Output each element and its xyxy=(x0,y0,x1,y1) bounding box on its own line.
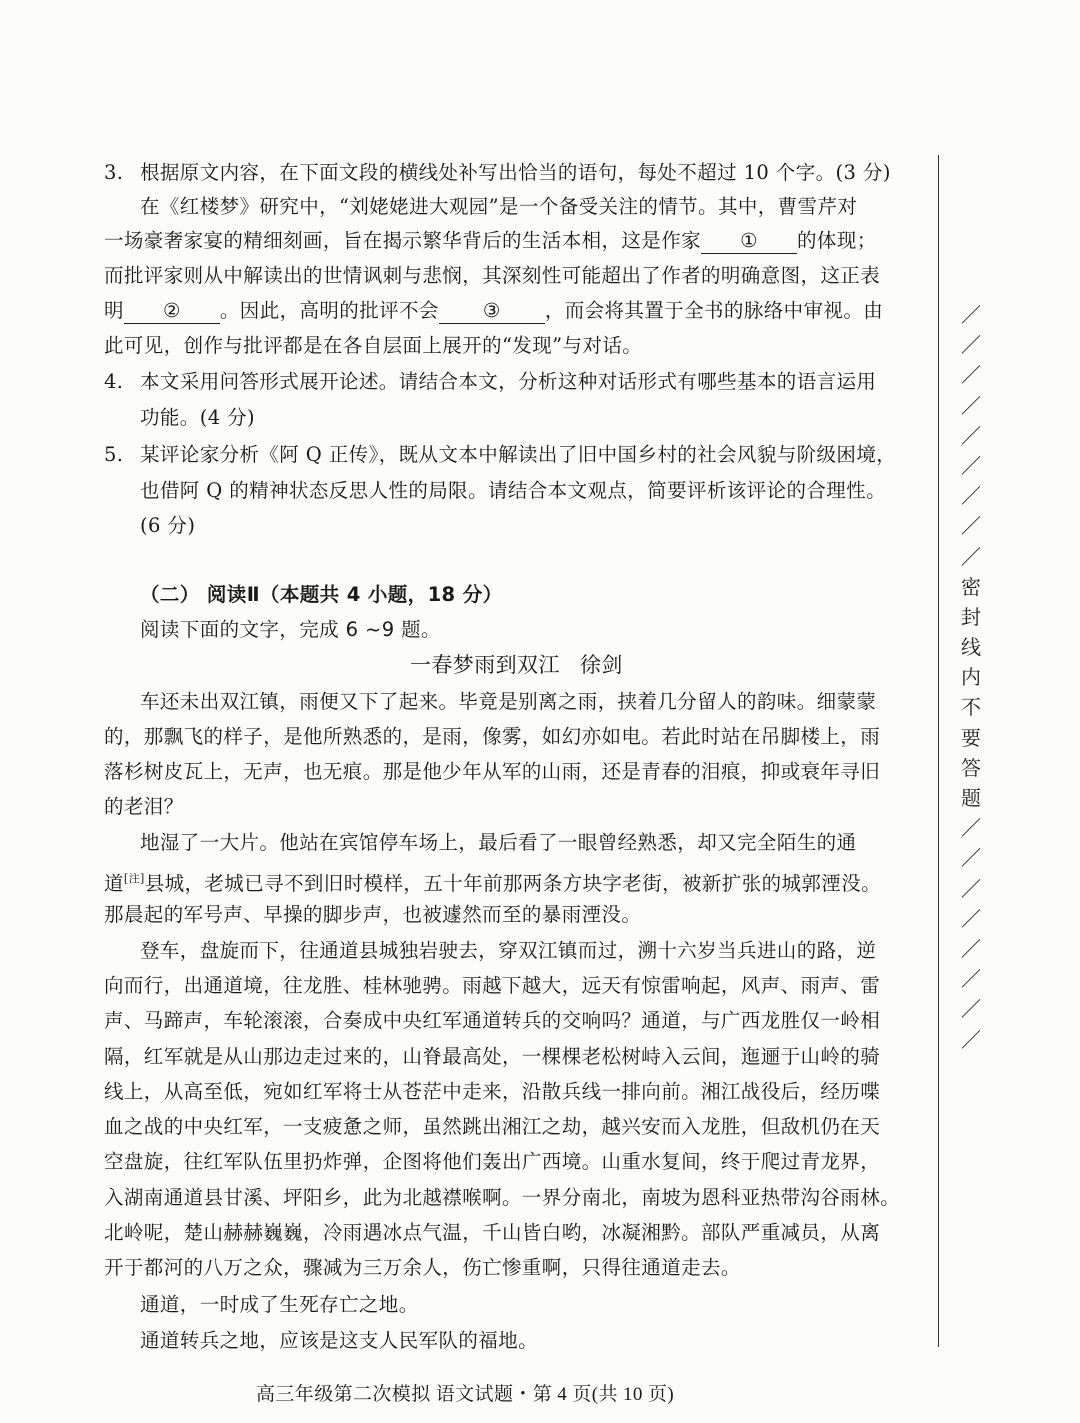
seal-char: ／ xyxy=(961,363,981,388)
seal-char: 不 xyxy=(961,695,981,720)
seal-char: 要 xyxy=(961,725,981,750)
q5-number: 5. xyxy=(104,443,124,466)
p3-line: 空盘旋，往红军队伍里扔炸弹，企图将他们轰出广西境。山重水复间，终于爬过青龙界， xyxy=(104,1150,881,1173)
page-footer: 高三年级第二次模拟 语文试题・第 4 页(共 10 页) xyxy=(256,1384,675,1405)
p3-line: 入湖南通道县甘溪、坪阳乡，此为北越襟喉啊。一界分南北，南坡为恩科亚热带沟谷雨林。 xyxy=(104,1186,901,1209)
p1-line: 的，那飘飞的样子，是他所熟悉的，是雨，像雾，如幻亦如电。若此时站在吊脚楼上，雨 xyxy=(104,725,881,748)
seal-char: ／ xyxy=(961,333,981,358)
q3-stem: 根据原文内容，在下面文段的横线处补写出恰当的语句，每处不超过 10 个字。(3 分) xyxy=(140,161,891,184)
blank-2: ② xyxy=(124,299,220,324)
q5-line-3: (6 分) xyxy=(140,514,196,537)
p2-line: 道[注]县城，老城已寻不到旧时模样，五十年前那两条方块字老街，被新扩张的城郭湮没。 xyxy=(104,872,882,895)
p1-line: 落杉树皮瓦上，无声，也无痕。那是他少年从军的山雨，还是青春的泪痕，抑或衰年寻旧 xyxy=(104,760,881,783)
seal-char: ／ xyxy=(961,846,981,871)
p3-line: 血之战的中央红军，一支疲惫之师，虽然跳出湘江之劫，越兴安而入龙胜，但敌机仍在天 xyxy=(104,1115,881,1138)
p1-line: 车还未出双江镇，雨便又下了起来。毕竟是别离之雨，挟着几分留人的韵味。细蒙蒙 xyxy=(140,690,877,713)
q3-line-1: 在《红楼梦》研究中，“刘姥姥进大观园”是一个备受关注的情节。其中，曹雪芹对 xyxy=(140,195,858,218)
p3-line: 线上，从高至低，宛如红军将士从苍茫中走来，沿散兵线一排向前。湘江战役后，经历喋 xyxy=(104,1080,881,1103)
q3-line-3: 而批评家则从中解读出的世情讽刺与悲悯，其深刻性可能超出了作者的明确意图，这正表 xyxy=(104,264,881,287)
q3-line-5: 此可见，创作与批评都是在各自层面上展开的“发现”与对话。 xyxy=(104,334,643,357)
p3-line: 开于都河的八万之众，骤减为三万余人，伤亡惨重啊，只得往通道走去。 xyxy=(104,1256,741,1279)
blank-1: ① xyxy=(701,229,797,254)
q3-line-2: 一场豪奢家宴的精细刻画，旨在揭示繁华背后的生活本相，这是作家 ① 的体现； xyxy=(104,229,877,252)
p5-line: 通道转兵之地，应该是这支人民军队的福地。 xyxy=(140,1329,539,1352)
binding-line xyxy=(938,155,939,1347)
p2-line: 那晨起的军号声、早操的脚步声，也被遽然而至的暴雨湮没。 xyxy=(104,903,642,926)
q5-line-2: 也借阿 Q 的精神状态反思人性的局限。请结合本文观点，简要评析该评论的合理性。 xyxy=(140,479,886,502)
seal-char: ／ xyxy=(961,967,981,992)
seal-char: 封 xyxy=(961,604,981,629)
q4-line-2: 功能。(4 分) xyxy=(140,406,256,429)
seal-char: ／ xyxy=(961,303,981,327)
seal-char: ／ xyxy=(961,393,981,418)
q5-line-1: 某评论家分析《阿 Q 正传》，既从文本中解读出了旧中国乡村的社会风貌与阶级困境， xyxy=(140,443,897,466)
seal-char: ／ xyxy=(961,1027,981,1052)
seal-char: 题 xyxy=(961,786,981,810)
seal-line-text xyxy=(958,300,984,1055)
section-instruction: 阅读下面的文字，完成 6 ~9 题。 xyxy=(140,618,441,641)
passage-title: 一春梦雨到双江 xyxy=(410,653,560,677)
seal-char: ／ xyxy=(961,514,981,539)
p3-line: 隔，红军就是从山那边走过来的，山脊最高处，一棵棵老松树峙入云间，迤逦于山岭的骑 xyxy=(104,1045,881,1068)
p2-line: 地湿了一大片。他站在宾馆停车场上，最后看了一眼曾经熟悉，却又完全陌生的通 xyxy=(140,831,857,854)
p3-line: 登车，盘旋而下，往通道县城独岩驶去，穿双江镇而过，溯十六岁当兵进山的路，逆 xyxy=(140,939,877,962)
seal-char: ／ xyxy=(961,936,981,961)
q3-number: 3. xyxy=(104,161,124,184)
p3-line: 声、马蹄声，车轮滚滚，合奏成中央红军通道转兵的交响吗？通道，与广西龙胜仅一岭相 xyxy=(104,1009,881,1032)
seal-char: 答 xyxy=(961,755,981,780)
seal-char: ／ xyxy=(961,906,981,931)
seal-char: ／ xyxy=(961,816,981,841)
seal-char: 线 xyxy=(961,635,981,660)
seal-char: 密 xyxy=(961,574,981,599)
seal-char: ／ xyxy=(961,876,981,901)
p3-line: 向而行，出通道境，往龙胜、桂林驰骋。雨越下越大，远天有惊雷响起，风声、雨声、雷 xyxy=(104,974,881,997)
seal-char: ／ xyxy=(961,484,981,509)
seal-char: ／ xyxy=(961,997,981,1022)
passage-author: 徐剑 xyxy=(580,653,623,677)
seal-char: ／ xyxy=(961,453,981,478)
q4-number: 4. xyxy=(104,370,124,393)
q3-line-4: 明 ② 。因此，高明的批评不会 ③ ，而会将其置于全书的脉络中审视。由 xyxy=(104,299,884,322)
footnote-marker: [注] xyxy=(123,872,145,885)
p4-line: 通道，一时成了生死存亡之地。 xyxy=(140,1293,419,1316)
q4-line-1: 本文采用问答形式展开论述。请结合本文，分析这种对话形式有哪些基本的语言运用 xyxy=(140,370,877,393)
seal-char: 内 xyxy=(961,665,981,690)
blank-3: ③ xyxy=(439,299,545,324)
p1-line: 的老泪？ xyxy=(104,795,184,818)
seal-char: ／ xyxy=(961,544,981,569)
section-heading: （二） 阅读Ⅱ（本题共 4 小题，18 分） xyxy=(140,583,503,606)
seal-char: ／ xyxy=(961,423,981,448)
p3-line: 北岭呢，楚山赫赫巍巍，冷雨遇冰点气温，千山皆白哟，冰凝湘黔。部队严重减员，从离 xyxy=(104,1221,881,1244)
